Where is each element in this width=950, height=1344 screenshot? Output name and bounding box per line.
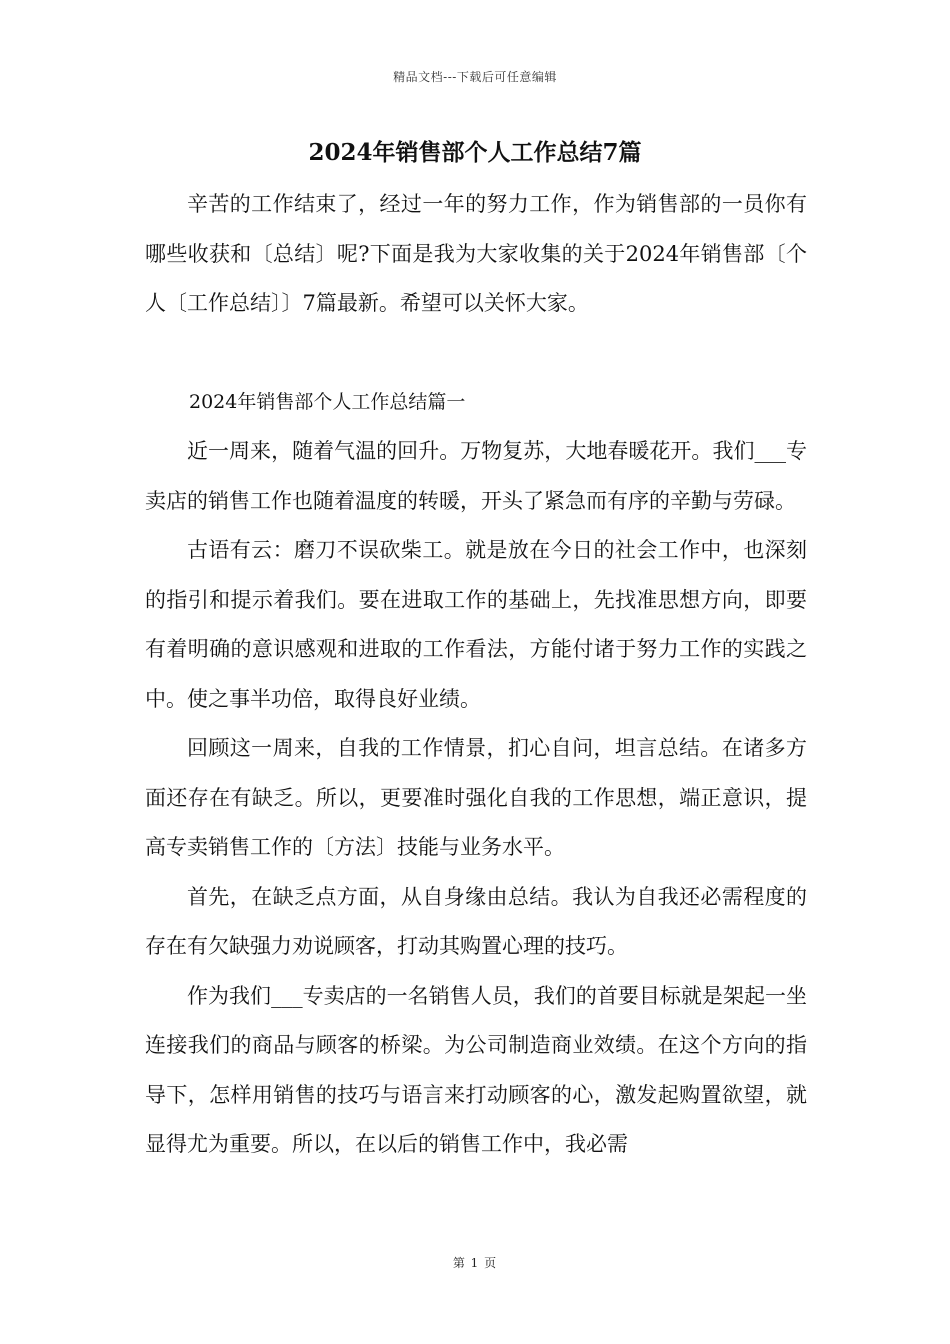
document-body	[145, 180, 807, 1170]
body-paragraph: 近一周来，随着气温的回升。万物复苏，大地春暖花开。我们___专卖店的销售工作也随着温度的转暖，开头了紧急而有序的辛勤与劳碌。	[145, 439, 807, 513]
body-paragraph: 首先，在缺乏点方面，从自身缘由总结。我认为自我还必需程度的存在有欠缺强力劝说顾客，打动其购置心理的技巧。	[145, 884, 807, 958]
body-paragraph: 作为我们___专卖店的一名销售人员，我们的首要目标就是架起一坐连接我们的商品与顾客的桥梁。为公司制造商业效绩。在这个方向的指导下，怎样用销售的技巧与语言来打动顾客的心，激发起购置欲望，就显得尤为重要。所以，在以后的销售工作中，我必需	[145, 983, 807, 1156]
body-paragraph: 古语有云：磨刀不误砍柴工。就是放在今日的社会工作中，也深刻的指引和提示着我们。要在进取工作的基础上，先找准思想方向，即要有着明确的意识感观和进取的工作看法，方能付诸于努力工作的实践之中。使之事半功倍，取得良好业绩。	[145, 538, 807, 711]
page-number: 第 1 页	[452, 1256, 498, 1270]
header-note: 精品文档---下载后可任意编辑	[393, 70, 557, 84]
body-paragraph: 回顾这一周来，自我的工作情景，扪心自问，坦言总结。在诸多方面还存在有缺乏。所以，更要准时强化自我的工作思想，端正意识，提高专卖销售工作的〔方法〕技能与业务水平。	[145, 736, 807, 859]
intro-paragraph: 辛苦的工作结束了，经过一年的努力工作，作为销售部的一员你有哪些收获和〔总结〕呢?下面是我为大家收集的关于2024年销售部〔个人〔工作总结〕〕7篇最新。希望可以关怀大家。	[145, 192, 807, 315]
section-heading: 2024年销售部个人工作总结篇一	[189, 390, 466, 413]
document-title: 2024年销售部个人工作总结7篇	[308, 139, 642, 166]
